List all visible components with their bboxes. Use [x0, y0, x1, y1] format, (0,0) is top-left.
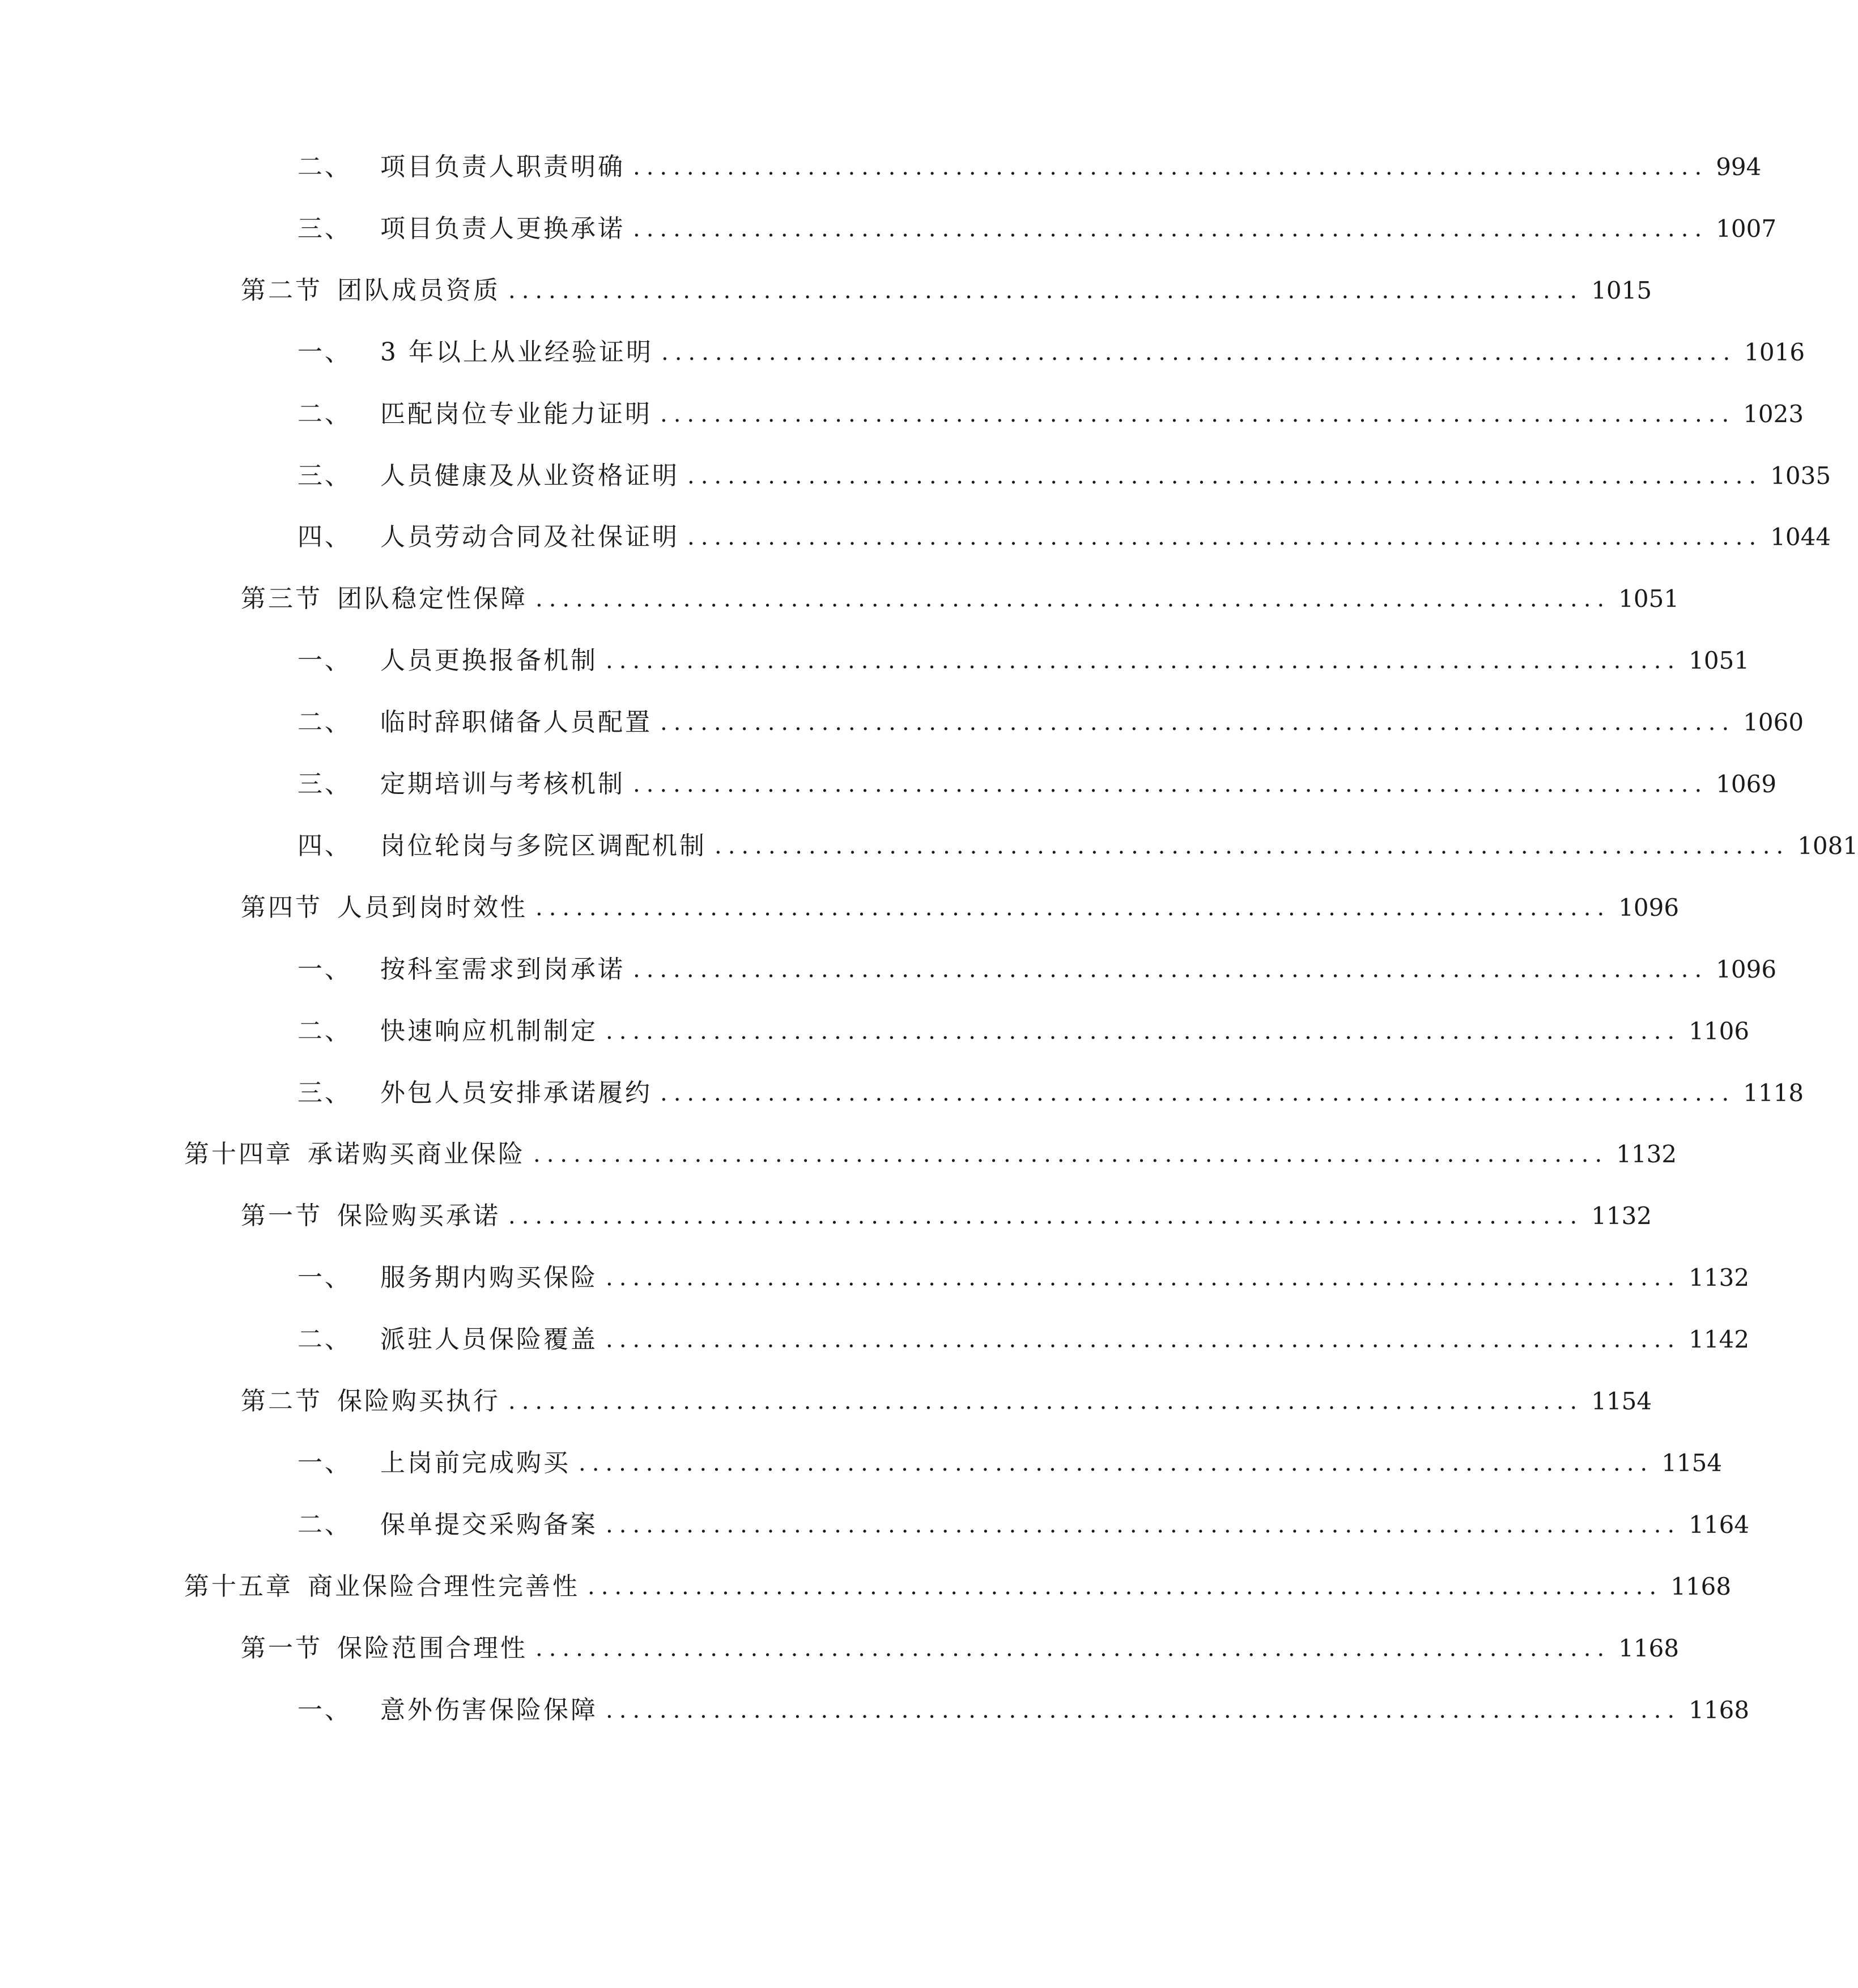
dot-leader: ................................................................................ — [715, 832, 1790, 859]
toc-entry-title: 团队稳定性保障 — [337, 584, 528, 614]
dot-leader: ................................................................................ — [633, 215, 1708, 242]
toc-entry-label: 二、 — [297, 399, 352, 428]
toc-entry-label: 第二节 — [241, 1387, 322, 1416]
toc-entry-label: 二、 — [297, 1016, 352, 1046]
dot-leader: ................................................................................ — [606, 648, 1681, 674]
toc-entry-label: 第十四章 — [184, 1140, 293, 1169]
dot-leader: ................................................................................ — [633, 956, 1708, 983]
dot-leader: ................................................................................ — [606, 1018, 1681, 1044]
toc-entry-title: 保险购买承诺 — [337, 1201, 500, 1231]
toc-entry-label: 第一节 — [241, 1201, 322, 1231]
toc-entry-title: 人员劳动合同及社保证明 — [380, 523, 679, 552]
toc-entry-page-number: 1081 — [1797, 831, 1858, 860]
toc-entry-label: 二、 — [297, 152, 352, 181]
toc-entry-title: 保险购买执行 — [337, 1387, 500, 1416]
toc-entry-page-number: 1051 — [1618, 585, 1680, 613]
toc-entry-label: 四、 — [297, 523, 352, 552]
dot-leader: ................................................................................ — [535, 1635, 1611, 1662]
toc-entry[interactable] — [297, 1317, 1750, 1362]
toc-entry-page-number: 1069 — [1716, 770, 1777, 798]
dot-leader: ................................................................................ — [660, 710, 1736, 736]
toc-entry-page-number: 1132 — [1616, 1140, 1677, 1169]
toc-entry-label: 三、 — [297, 461, 352, 490]
toc-entry-label: 三、 — [297, 1078, 352, 1107]
toc-entry-label: 一、 — [297, 337, 352, 367]
toc-entry-label: 一、 — [297, 954, 352, 984]
toc-entry-title: 项目负责人职责明确 — [380, 152, 625, 181]
toc-entry-page-number: 1164 — [1689, 1510, 1750, 1539]
toc-entry-page-number: 1154 — [1591, 1387, 1652, 1415]
dot-leader: ................................................................................ — [535, 894, 1611, 921]
toc-entry-title: 定期培训与考核机制 — [380, 770, 625, 798]
toc-entry[interactable] — [297, 762, 1777, 807]
toc-entry[interactable] — [241, 885, 1680, 931]
dot-leader: ................................................................................ — [606, 1265, 1681, 1292]
toc-entry[interactable] — [297, 1071, 1804, 1116]
toc-entry[interactable] — [297, 1255, 1750, 1301]
dot-leader: ................................................................................ — [533, 1141, 1609, 1168]
dot-leader: ................................................................................ — [660, 401, 1736, 427]
dot-leader: ................................................................................ — [606, 1511, 1681, 1538]
dot-leader: ................................................................................ — [687, 462, 1763, 489]
toc-entry-page-number: 1168 — [1670, 1572, 1732, 1600]
toc-entry-title: 人员健康及从业资格证明 — [380, 461, 679, 490]
toc-entry[interactable] — [241, 1626, 1680, 1671]
toc-entry[interactable] — [297, 515, 1831, 560]
toc-entry[interactable] — [297, 1009, 1750, 1054]
toc-entry[interactable] — [297, 700, 1804, 745]
toc-entry-title: 项目负责人更换承诺 — [380, 214, 625, 243]
toc-entry[interactable] — [297, 145, 1762, 190]
toc-entry-title: 3 年以上从业经验证明 — [380, 337, 653, 367]
toc-entry-label: 四、 — [297, 831, 352, 860]
toc-entry-page-number: 1015 — [1591, 276, 1652, 304]
toc-entry-title: 外包人员安排承诺履约 — [380, 1078, 652, 1107]
toc-entry-title: 上岗前完成购买 — [380, 1448, 571, 1477]
toc-entry-page-number: 1132 — [1591, 1202, 1652, 1230]
toc-entry-title: 派驻人员保险覆盖 — [380, 1325, 598, 1354]
toc-entry-page-number: 1060 — [1743, 708, 1804, 737]
toc-entry-label: 三、 — [297, 214, 352, 243]
toc-entry[interactable] — [297, 947, 1777, 992]
dot-leader: ................................................................................ — [508, 277, 1584, 304]
toc-entry[interactable] — [184, 1564, 1732, 1609]
dot-leader: ................................................................................ — [606, 1697, 1681, 1723]
dot-leader: ................................................................................ — [660, 1080, 1736, 1106]
toc-entry-page-number: 1154 — [1661, 1448, 1723, 1477]
toc-entry-label: 一、 — [297, 1263, 352, 1293]
toc-entry-label: 第二节 — [241, 275, 322, 305]
toc-entry[interactable] — [297, 206, 1777, 252]
toc-entry-title: 临时辞职储备人员配置 — [380, 708, 652, 737]
dot-leader: ................................................................................ — [633, 154, 1708, 180]
toc-entry-page-number: 1016 — [1744, 338, 1805, 366]
toc-entry-page-number: 1096 — [1716, 955, 1777, 983]
toc-entry-title: 保单提交采购备案 — [380, 1510, 598, 1539]
toc-entry-label: 一、 — [297, 646, 352, 676]
toc-entry[interactable] — [297, 638, 1750, 683]
toc-entry-page-number: 1044 — [1770, 523, 1831, 551]
toc-entry-title: 承诺购买商业保险 — [308, 1140, 525, 1169]
toc-entry-title: 商业保险合理性完善性 — [308, 1571, 580, 1601]
toc-entry-label: 三、 — [297, 770, 352, 798]
toc-entry-page-number: 1007 — [1716, 214, 1777, 243]
dot-leader: ................................................................................ — [606, 1327, 1681, 1353]
dot-leader: ................................................................................ — [508, 1388, 1584, 1414]
dot-leader: ................................................................................ — [661, 339, 1737, 366]
toc-entry[interactable] — [241, 1379, 1652, 1424]
toc-entry-page-number: 1106 — [1689, 1017, 1750, 1045]
toc-entry-label: 第一节 — [241, 1633, 322, 1663]
toc-entry[interactable] — [297, 330, 1805, 375]
toc-entry-page-number: 1168 — [1618, 1634, 1680, 1662]
dot-leader: ................................................................................ — [588, 1573, 1663, 1600]
dot-leader: ................................................................................ — [633, 771, 1708, 797]
toc-entry[interactable] — [184, 1132, 1677, 1177]
toc-entry-title: 意外伤害保险保障 — [380, 1695, 598, 1724]
toc-entry-label: 一、 — [297, 1695, 352, 1724]
toc-entry[interactable] — [241, 268, 1652, 313]
toc-entry-title: 快速响应机制制定 — [380, 1016, 598, 1046]
toc-entry[interactable] — [241, 576, 1680, 622]
toc-entry-page-number: 1118 — [1743, 1078, 1804, 1107]
dot-leader: ................................................................................ — [687, 524, 1763, 551]
dot-leader: ................................................................................ — [508, 1203, 1584, 1230]
toc-entry[interactable] — [297, 1441, 1723, 1486]
toc-entry-title: 保险范围合理性 — [337, 1633, 528, 1663]
toc-entry-page-number: 1168 — [1689, 1696, 1750, 1724]
toc-entry[interactable] — [297, 823, 1858, 869]
toc-entry[interactable] — [297, 1688, 1750, 1733]
toc-entry-page-number: 1023 — [1743, 400, 1804, 428]
dot-leader: ................................................................................ — [535, 586, 1611, 613]
toc-entry-label: 第十五章 — [184, 1571, 293, 1601]
toc-entry-label: 一、 — [297, 1448, 352, 1477]
toc-entry-label: 第四节 — [241, 893, 322, 922]
toc-entry-page-number: 1132 — [1689, 1264, 1750, 1292]
toc-entry-title: 人员到岗时效性 — [337, 893, 528, 922]
toc-entry-page-number: 1096 — [1618, 893, 1680, 921]
toc-entry[interactable] — [297, 392, 1804, 437]
toc-entry-page-number: 994 — [1716, 153, 1762, 181]
dot-leader: ................................................................................ — [579, 1450, 1654, 1476]
toc-entry-title: 人员更换报备机制 — [380, 646, 598, 676]
toc-entry-page-number: 1051 — [1689, 647, 1750, 675]
toc-entry-title: 按科室需求到岗承诺 — [380, 954, 625, 984]
toc-entry-title: 服务期内购买保险 — [380, 1263, 598, 1293]
toc-entry-title: 团队成员资质 — [337, 275, 500, 305]
toc-entry-label: 二、 — [297, 708, 352, 737]
toc-entry-label: 二、 — [297, 1325, 352, 1354]
toc-entry-page-number: 1035 — [1770, 461, 1831, 490]
toc-entry-title: 岗位轮岗与多院区调配机制 — [380, 831, 707, 860]
toc-entry-label: 二、 — [297, 1510, 352, 1539]
toc-entry[interactable] — [297, 453, 1831, 499]
toc-entry-title: 匹配岗位专业能力证明 — [380, 399, 652, 428]
toc-entry[interactable] — [297, 1502, 1750, 1548]
toc-entry[interactable] — [241, 1193, 1652, 1239]
toc-entry-label: 第三节 — [241, 584, 322, 614]
toc-entry-page-number: 1142 — [1689, 1326, 1750, 1354]
